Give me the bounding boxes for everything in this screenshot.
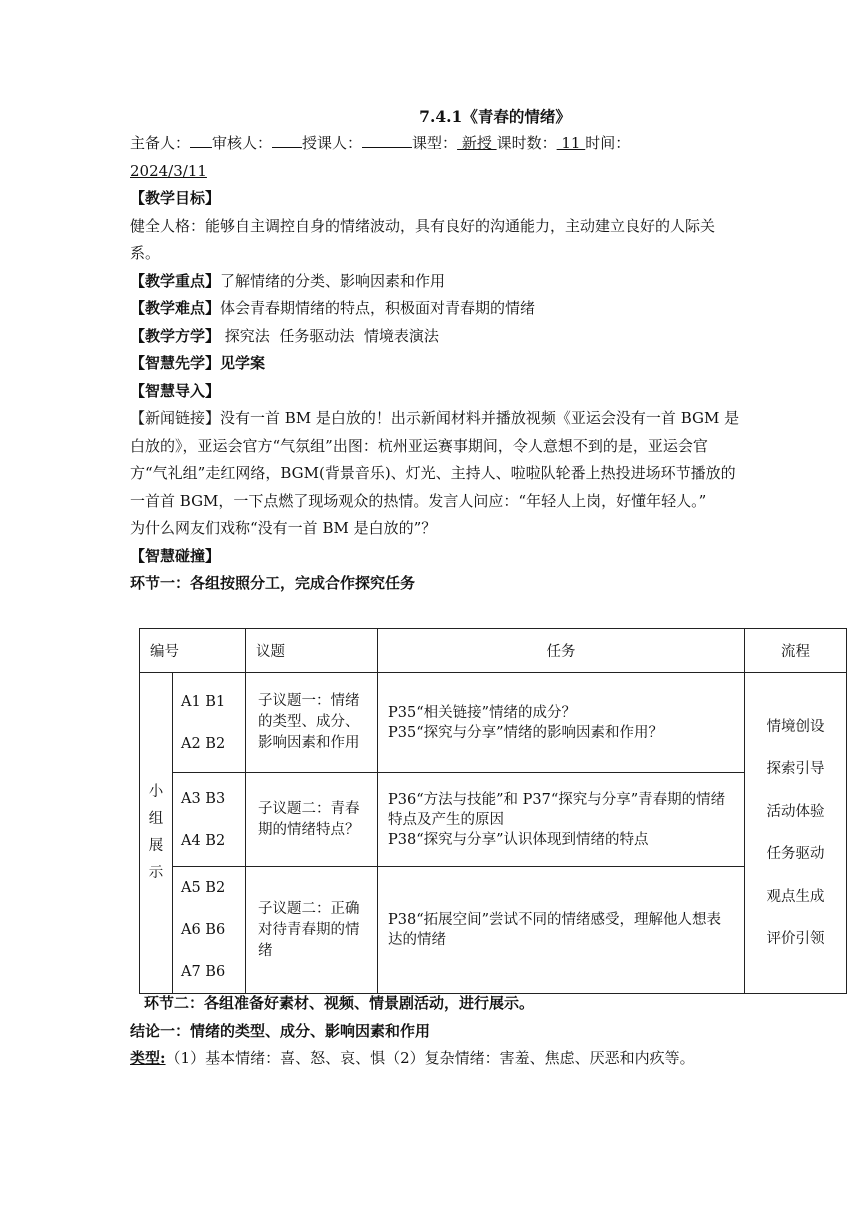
after-table-section: [130, 990, 770, 1073]
show-label: 小 组 展 示: [140, 673, 173, 994]
group-cell: [173, 673, 246, 773]
flow-item: 情境创设: [766, 718, 825, 735]
host-blank: [190, 133, 212, 148]
group-label: A2 B2: [181, 735, 226, 752]
group-label: A7 B6: [181, 964, 226, 980]
type-text: （1）基本情绪：喜、怒、哀、惧（2）复杂情绪：害羞、焦虑、厌恶和内疚等。: [165, 1049, 695, 1067]
type-heading: 类型:: [130, 1049, 166, 1067]
method-heading: 【教学方学】: [130, 326, 221, 345]
pre-study-heading: 【智慧先学】见学案: [130, 354, 266, 372]
key-line: [130, 268, 830, 296]
difficulty-text: 体会青春期情绪的特点，积极面对青春期的情绪: [220, 299, 536, 317]
goal-heading: 【教学目标】: [130, 189, 221, 207]
hours-value: 11: [556, 134, 586, 152]
group-label: A1 B1: [181, 693, 226, 710]
group-label: A4 B2: [181, 832, 226, 849]
teacher-blank: [362, 133, 412, 148]
host-label: 主备人：: [130, 134, 191, 152]
key-heading: 【教学重点】: [130, 271, 221, 290]
flow-item: 探索引导: [766, 761, 825, 777]
task-item: P38“探究与分享”认识体现到情绪的特点: [388, 831, 649, 848]
meta-line: [130, 130, 830, 158]
news-paragraph: [130, 405, 742, 515]
table-row: [140, 867, 847, 994]
task-table: [139, 628, 847, 994]
issue-cell: 子议题一：情绪的类型、成分、影响因素和作用: [246, 673, 378, 773]
doc-title: 7.4.1《青春的情绪》: [419, 107, 571, 126]
issue-cell: 子议题二：青春期的情绪特点？: [246, 773, 378, 867]
table-row: [140, 673, 847, 773]
hours-label: 课时数：: [496, 134, 557, 152]
teacher-label: 授课人：: [302, 134, 363, 152]
task-cell: [378, 673, 745, 773]
group-label: A5 B2: [181, 880, 226, 896]
header-flow: 流程: [745, 629, 847, 673]
date-value: 2024/3/11: [130, 161, 207, 180]
group-cell: [173, 773, 246, 867]
header-number: 编号: [140, 629, 246, 673]
task-item: P35“探究与分享”情绪的影响因素和作用？: [388, 724, 664, 741]
collide-heading: 【智慧碰撞】: [130, 546, 221, 565]
group-label: A6 B6: [181, 922, 226, 938]
group-cell: [173, 867, 246, 994]
intro-heading: 【智慧导入】: [130, 381, 221, 400]
reviewer-label: 审核人：: [212, 134, 273, 152]
task-cell: [378, 867, 745, 994]
news-text: 没有一首 BM 是白放的！出示新闻材料并播放视频《亚运会没有一首 BGM 是白放的》，亚运会官方“气氛组”出图：杭州亚运赛事期间，令人意想不到的是，亚运会官方“气礼组”走红网络，BGM(背景音乐)、灯光、主持人、啦啦队轮番上热投进场环节播放的一首首 BGM，一下点燃了现场观众的热情。发言人问应：“年轻人上岗，好懂年轻人。”: [130, 409, 740, 510]
goal-text: 健全人格：能够自主调控自身的情绪波动，具有良好的沟通能力，主动建立良好的人际关系。: [130, 216, 716, 262]
method-text: 探究法 任务驱动法 情境表演法: [220, 326, 439, 345]
time-label: 时间：: [585, 134, 631, 152]
flow-item: 任务驱动: [766, 846, 825, 862]
task-item: P36“方法与技能”和 P37“探究与分享”青春期的情绪特点及产生的原因: [388, 791, 726, 828]
table-header-row: [140, 629, 847, 673]
task-cell: [378, 773, 745, 867]
header-task: 任务: [378, 629, 745, 673]
difficulty-heading: 【教学难点】: [130, 299, 221, 317]
task-item: P35“相关链接”情绪的成分？: [388, 704, 577, 721]
table-row: [140, 773, 847, 867]
flow-cell: [745, 673, 847, 994]
flow-item: 评价引领: [766, 931, 825, 947]
method-line: [130, 323, 830, 351]
step1-heading: 环节一：各组按照分工，完成合作探究任务: [130, 574, 416, 592]
group-label: A3 B3: [181, 790, 226, 807]
issue-cell: 子议题二：正确对待青春期的情绪: [246, 867, 378, 994]
difficulty-line: [130, 295, 830, 323]
date-line: [130, 158, 830, 186]
reviewer-blank: [272, 133, 302, 148]
flow-item: 活动体验: [766, 803, 825, 820]
question-text: 为什么网友们戏称“没有一首 BM 是白放的”？: [130, 519, 437, 537]
header-issue: 议题: [246, 629, 378, 673]
lesson-plan: [130, 104, 830, 598]
conclusion1-heading: 结论一：情绪的类型、成分、影响因素和作用: [130, 1021, 431, 1040]
type-value: 新授: [457, 134, 497, 152]
key-text: 了解情绪的分类、影响因素和作用: [220, 271, 446, 290]
news-heading: 【新闻链接】: [130, 409, 221, 427]
step2-heading: 环节二：各组准备好素材、视频、情景剧活动，进行展示。: [144, 994, 535, 1012]
flow-item: 观点生成: [766, 888, 825, 905]
type-label: 课型：: [412, 134, 458, 152]
type-paragraph: [130, 1045, 730, 1073]
task-item: P38“拓展空间”尝试不同的情绪感受，理解他人想表达的情绪: [388, 912, 722, 948]
